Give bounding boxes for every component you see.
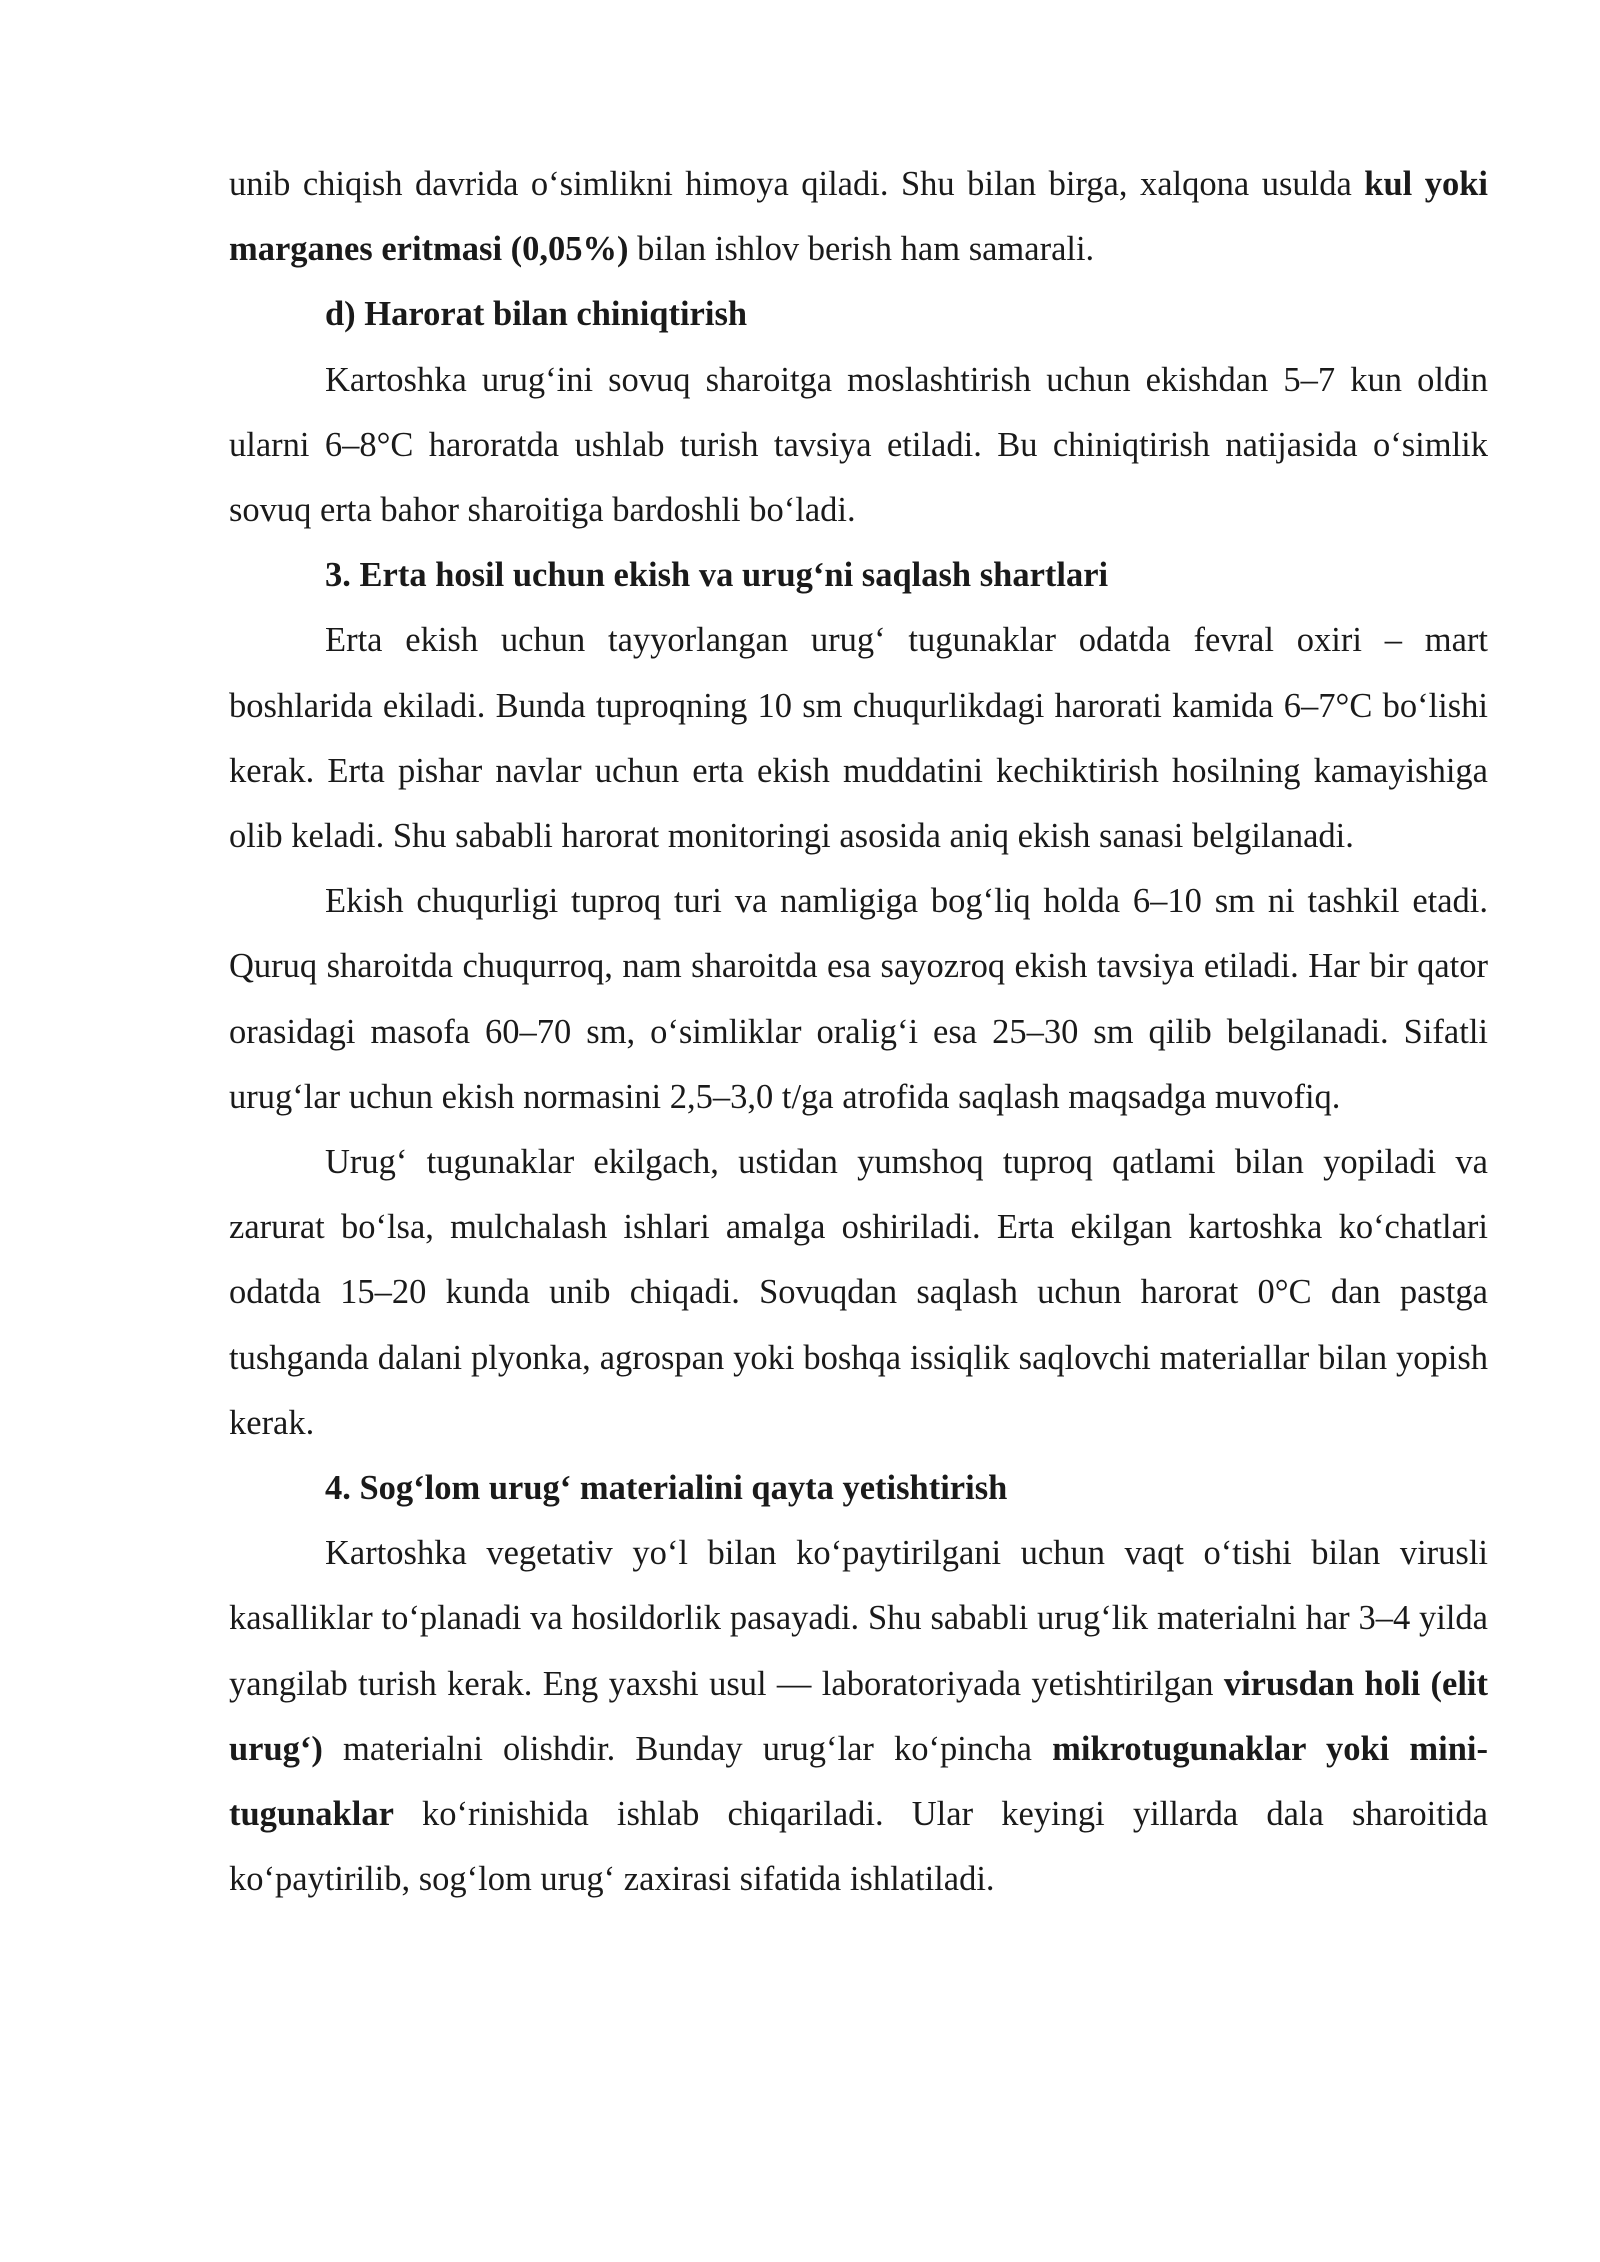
subheading-d: d) Harorat bilan chiniqtirish xyxy=(325,295,748,334)
bold-term: kul yoki marganes eritmasi (0,05%) xyxy=(229,165,1488,269)
section-heading-3: 3. Erta hosil uchun ekish va urug‘ni saqlash shartlari xyxy=(325,556,1109,595)
bold-term: virusdan holi (elit urug‘) xyxy=(229,1664,1488,1768)
paragraph-early-planting: Erta ekish uchun tayyorlangan urug‘ tugunaklar odatda fevral oxiri – mart boshlarida ekiladi. Bunda tuproqning 10 sm chuqurlikdagi harorati kamida 6–7°C bo‘lishi kerak. Erta pishar navlar uchun erta ekish muddatini kechiktirish hosilning kamayishiga olib keladi. Shu sababli harorat monitoringi asosida aniq ekish sanasi belgilanadi. xyxy=(229,621,1488,856)
paragraph-text: bilan ishlov berish ham samarali. xyxy=(628,230,1095,269)
paragraph-continuation xyxy=(229,152,1488,282)
section-heading-4: 4. Sog‘lom urug‘ materialini qayta yetishtirish xyxy=(325,1469,1008,1508)
bold-term: mikrotugunaklar yoki mini-tugunaklar xyxy=(229,1729,1488,1834)
paragraph-text: unib chiqish davrida o‘simlikni himoya qiladi. Shu bilan birga, xalqona usulda xyxy=(229,165,1365,203)
paragraph-text: materialni olishdir. Bunday urug‘lar ko‘pincha xyxy=(322,1729,1053,1768)
paragraph-text: ko‘rinishida ishlab chiqariladi. Ular keyingi yillarda dala sharoitida ko‘paytirilib, sog‘lom urug‘ zaxirasi sifatida ishlatiladi. xyxy=(229,1795,1488,1899)
paragraph-hardening: Kartoshka urug‘ini sovuq sharoitga moslashtirish uchun ekishdan 5–7 kun oldin ularni 6–8°C haroratda ushlab turish tavsiya etiladi. Bu chiniqtirish natijasida o‘simlik sovuq erta bahor sharoitiga bardoshli bo‘ladi. xyxy=(229,360,1488,530)
paragraph-covering: Urug‘ tugunaklar ekilgach, ustidan yumshoq tuproq qatlami bilan yopiladi va zarurat bo‘lsa, mulchalash ishlari amalga oshiriladi. Erta ekilgan kartoshka ko‘chatlari odatda 15–20 kunda unib chiqadi. Sovuqdan saqlash uchun harorat 0°C dan pastga tushganda dalani plyonka, agrospan yoki boshqa issiqlik saqlovchi materiallar bilan yopish kerak. xyxy=(229,1143,1488,1442)
document-page xyxy=(229,152,1488,1912)
paragraph-planting-depth: Ekish chuqurligi tuproq turi va namligiga bog‘liq holda 6–10 sm ni tashkil etadi. Quruq sharoitda chuqurroq, nam sharoitda esa sayozroq ekish tavsiya etiladi. Har bir qator orasidagi masofa 60–70 sm, o‘simliklar oralig‘i esa 25–30 sm qilib belgilanadi. Sifatli urug‘lar uchun ekish normasini 2,5–3,0 t/ga atrofida saqlash maqsadga muvofiq. xyxy=(229,882,1488,1116)
paragraph-text: Kartoshka vegetativ yo‘l bilan ko‘paytirilgani uchun vaqt o‘tishi bilan virusli kasalliklar to‘planadi va hosildorlik pasayadi. Shu sababli urug‘lik materialni har 3–4 yilda yangilab turish kerak. Eng yaxshi usul — laboratoriyada yetishtirilgan xyxy=(229,1534,1488,1703)
paragraph-healthy-seed xyxy=(229,1521,1488,1912)
